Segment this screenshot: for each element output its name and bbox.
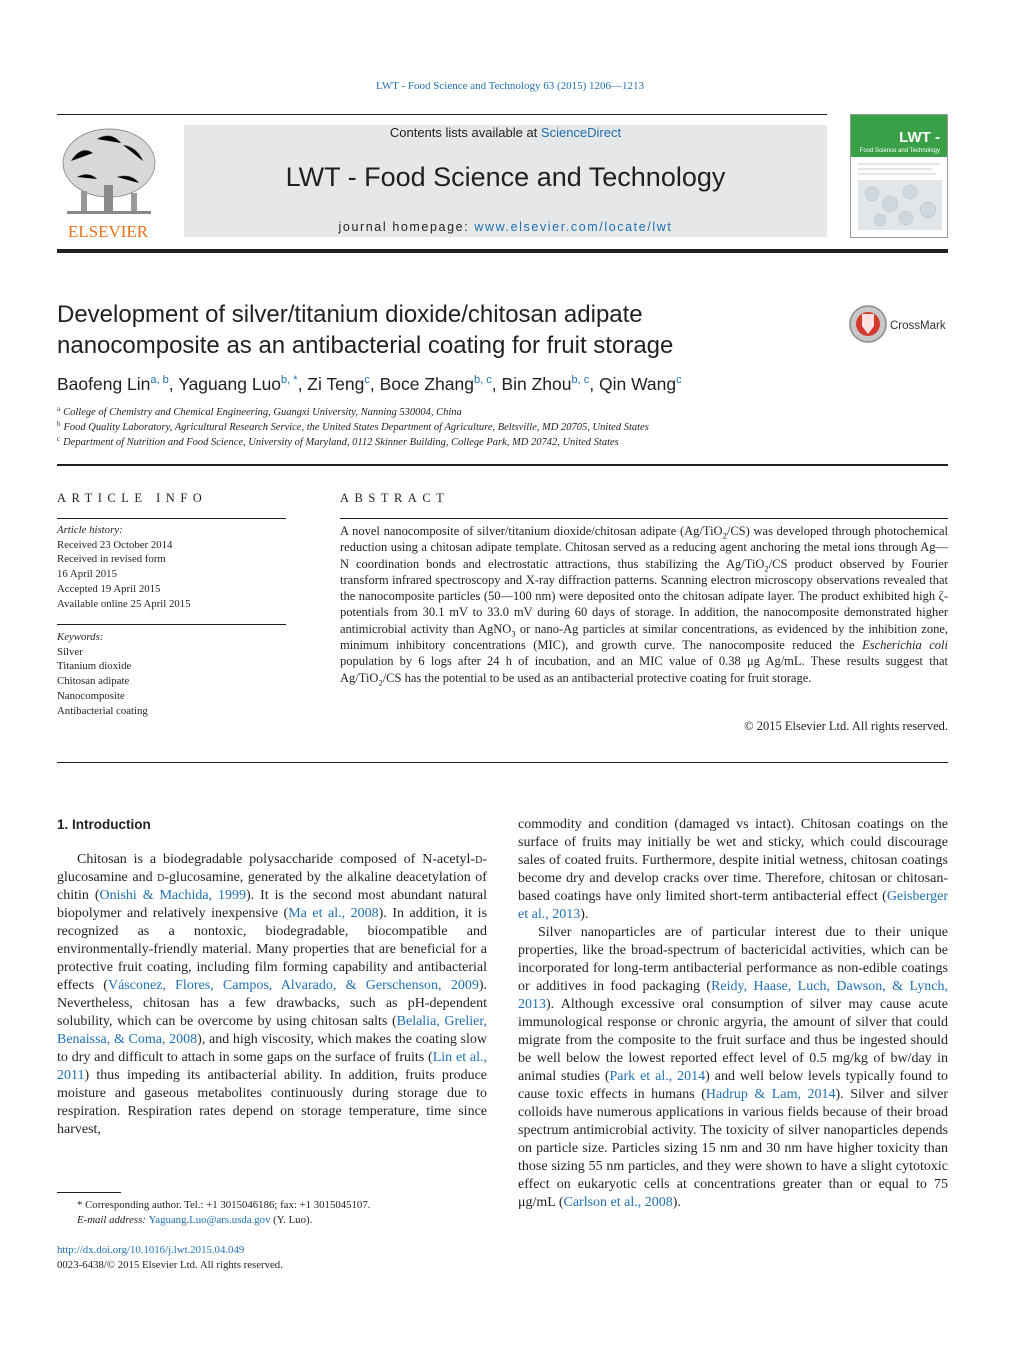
crossmark-badge[interactable] xyxy=(848,304,948,344)
citation-link[interactable]: Hadrup & Lam, 2014 xyxy=(705,1087,836,1102)
title-line-2: nanocomposite as an antibacterial coating for fruit storage xyxy=(57,332,674,359)
abstract-text-part: /CS product observed by Fourier transform infrared spectroscopy and X-ray diffraction patterns. Scanning electron microscopy observations revealed that the nanocomposite particles (50—100 nm) were deposited onto the chitosan adipate layer. The product exhibited high ζ-potentials from 30.1 mV to 33.0 mV during 60 days of storage. In addition, the nanocomposite demonstrated higher antimicrobial activity than AgNO xyxy=(340,556,948,636)
article-info-heading: ARTICLE INFO xyxy=(57,491,208,505)
author-name: Boce Zhang xyxy=(379,374,474,394)
body-right-column xyxy=(518,816,948,1212)
author-affil-marker[interactable]: c xyxy=(364,374,370,386)
author-separator: , xyxy=(491,374,502,394)
body-text: commodity and condition (damaged vs intact). Chitosan coatings on the surface of fruits may initially be wet and sticky, which could discourage sales of coated fruits. Furthermore, despite initial wetness, chitosan coatings become dry and develop cracks over time. Therefore, chitosan or chitosan-based coatings have only limited short-term antibacterial effect ( xyxy=(518,817,948,904)
author-name: Baofeng Lin xyxy=(57,374,151,394)
article-history xyxy=(57,523,287,611)
history-entry: Available online 25 April 2015 xyxy=(57,597,191,610)
citation-link[interactable]: Reidy, Haase, Luch, Dawson, & Lynch, 2013 xyxy=(518,979,948,1012)
author-name: Qin Wang xyxy=(598,374,677,394)
affiliation-text: Department of Nutrition and Food Science, University of Maryland, 0112 Skinner Building, College Park, MD 20742, United States xyxy=(63,436,619,448)
abstract-bottom-rule xyxy=(57,762,948,763)
affiliation-key: b xyxy=(57,419,61,428)
issn-copyright: 0023-6438/© 2015 Elsevier Ltd. All rights reserved. xyxy=(57,1259,283,1272)
author-name: Zi Teng xyxy=(307,374,365,394)
abstract-text-part: /CS) was developed through photochemical reduction using a chitosan adipate template. Chitosan served as a reducing agent anchoring the metal ions through Ag—N coordination bonds and electrostatic attractions, thus stabilizing the Ag/TiO xyxy=(340,524,948,571)
history-label: Article history: xyxy=(57,524,123,536)
intro-paragraph-1 xyxy=(57,851,487,1139)
elsevier-tree-logo xyxy=(57,121,160,239)
affiliation-item xyxy=(57,421,948,436)
citation-link[interactable]: Onishi & Machida, 1999 xyxy=(99,888,246,903)
author-separator: , xyxy=(168,374,179,394)
intro-paragraph-2 xyxy=(518,924,948,1212)
body-left-column xyxy=(57,816,487,1139)
citation-link[interactable]: Park et al., 2014 xyxy=(609,1069,706,1084)
small-caps-d: d xyxy=(475,852,483,867)
corresponding-author-note xyxy=(57,1198,487,1213)
journal-homepage-line xyxy=(184,220,827,234)
citation-link[interactable]: Lin et al., 2011 xyxy=(57,1050,487,1083)
body-text: ). Nevertheless, chitosan has a few drawbacks, such as pH-dependent solubility, which can be overcome by using chitosan salts ( xyxy=(57,978,487,1029)
abstract-text-part: /CS has the potential to be used as an antibacterial protective coating for fruit storage. xyxy=(382,670,812,685)
abstract-subscript: 2 xyxy=(764,563,769,574)
email-note xyxy=(57,1213,487,1228)
header-top-rule xyxy=(57,114,827,115)
author-list xyxy=(57,372,948,396)
author-name: Yaguang Luo xyxy=(178,374,282,394)
author-separator: , xyxy=(297,374,308,394)
affiliation-item xyxy=(57,436,948,451)
body-text: -glucosamine, generated by the alkaline deacetylation of chitin ( xyxy=(57,870,487,903)
footnote-marker: * xyxy=(77,1199,83,1211)
abstract-text-part: or nano-Ag particles at similar concentrations, as evidenced by the inhibition zone, minimum inhibitory concentrations (MIC), and growth curve. The nanocomposite reduced the xyxy=(340,621,949,653)
affiliation-text: College of Chemistry and Chemical Engineering, Guangxi University, Nanning 530004, China xyxy=(63,407,462,418)
body-text: ). xyxy=(672,1195,681,1210)
author-affil-marker[interactable]: b, c xyxy=(473,374,492,386)
body-text: ) thus impeding its antibacterial ability. In addition, fruits produce moisture and gaseous metabolites continuously during storage due to respiration. Respiration rates depend on storage temperature, time since harvest, xyxy=(57,1068,487,1137)
body-text: ). It is the second most abundant natural biopolymer and relatively inexpensive ( xyxy=(57,888,487,921)
citation-link[interactable]: Belalia, Grelier, Benaissa, & Coma, 2008 xyxy=(57,1014,487,1047)
keyword-item: Nanocomposite xyxy=(57,689,125,702)
keywords-label: Keywords: xyxy=(57,631,104,643)
abstract-copyright: © 2015 Elsevier Ltd. All rights reserved. xyxy=(744,719,948,733)
affiliations xyxy=(57,406,948,450)
body-text: Chitosan is a biodegradable polysaccharide composed of N-acetyl- xyxy=(77,852,476,867)
cover-subtitle: Food Science and Technology xyxy=(859,148,940,154)
header-bottom-rule xyxy=(57,249,948,253)
article-title xyxy=(57,299,817,361)
affiliation-text: Food Quality Laboratory, Agricultural Research Service, the United States Department of Agriculture, Beltsville, MD 20705, United States xyxy=(63,421,649,433)
journal-reference[interactable]: LWT - Food Science and Technology 63 (2015) 1206—1213 xyxy=(375,80,645,92)
author-affil-marker[interactable]: c xyxy=(676,374,682,386)
abstract-rule xyxy=(340,518,948,519)
body-text: -glucosamine and xyxy=(57,852,487,885)
history-entry: Accepted 19 April 2015 xyxy=(57,582,161,595)
footnote-text: Corresponding author. Tel.: +1 3015046186; fax: +1 3015045107. xyxy=(82,1199,371,1211)
cover-title: LWT - xyxy=(899,129,940,146)
crossmark-label: CrossMark xyxy=(890,320,946,332)
title-line-1: Development of silver/titanium dioxide/chitosan adipate xyxy=(57,301,643,328)
body-text: ) and well below levels typically found to cause toxic effects in humans ( xyxy=(518,1069,948,1102)
keyword-item: Antibacterial coating xyxy=(57,704,148,717)
body-text: ), and high viscosity, which makes the coating slow to dry and difficult to attach in some gaps on the surface of fruits ( xyxy=(57,1032,487,1065)
keywords-rule xyxy=(57,624,286,625)
abstract-text-part: population by 6 logs after 24 h of incubation, and an MIC value of 0.38 μg Ag/mL. These results suggest that Ag/TiO xyxy=(340,654,948,685)
sciencedirect-link[interactable]: ScienceDirect xyxy=(540,125,622,140)
abstract-subscript: 3 xyxy=(511,628,516,639)
email-link[interactable]: Yaguang.Luo@ars.usda.gov xyxy=(148,1214,271,1227)
history-entry: 16 April 2015 xyxy=(57,568,117,581)
elsevier-wordmark: ELSEVIER xyxy=(67,222,149,239)
homepage-link[interactable]: www.elsevier.com/locate/lwt xyxy=(474,220,673,234)
article-info-rule xyxy=(57,518,286,519)
abstract-italic-species: Escherichia coli xyxy=(862,638,948,653)
footnote-rule xyxy=(57,1192,121,1193)
keyword-item: Titanium dioxide xyxy=(57,660,132,673)
author-affil-marker[interactable]: a, b xyxy=(150,374,169,386)
doi-block xyxy=(57,1243,487,1273)
abstract-heading: ABSTRACT xyxy=(340,491,450,505)
abstract-subscript: 2 xyxy=(722,530,727,541)
body-text: Silver nanoparticles are of particular interest due to their unique properties, like the broad-spectrum of bactericidal activities, which can be incorporated for long-term antibacterial performance as non-edible coatings or additives in food packaging ( xyxy=(518,925,948,994)
affiliation-key: a xyxy=(57,405,61,413)
history-entry: Received 23 October 2014 xyxy=(57,538,173,551)
contents-prefix: Contents lists available at xyxy=(389,125,541,140)
citation-link[interactable]: Carlson et al., 2008 xyxy=(563,1195,673,1210)
abstract-text-part: A novel nanocomposite of silver/titanium dioxide/chitosan adipate (Ag/TiO xyxy=(340,524,723,538)
author-separator: , xyxy=(589,374,599,394)
email-label: E-mail address: xyxy=(77,1214,149,1227)
citation-link[interactable]: Vásconez, Flores, Campos, Alvarado, & Gerschenson, 2009 xyxy=(107,978,479,993)
affiliation-item xyxy=(57,406,948,421)
author-affil-marker[interactable]: b, c xyxy=(571,374,590,386)
journal-cover-thumbnail[interactable] xyxy=(850,114,948,238)
footnotes xyxy=(57,1198,487,1228)
body-text: ). xyxy=(580,907,589,922)
intro-paragraph-continued xyxy=(518,816,948,924)
keyword-item: Silver xyxy=(57,645,83,658)
keywords xyxy=(57,630,287,718)
body-text: ). Silver and silver colloids have numerous applications in various fields because of their broad spectrum antimicrobial activity. The toxicity of silver nanoparticles depends on particle size. Particles sizing 15 nm and 30 nm have higher toxicity than those sizing 55 nm particles, and they were shown to have a slight cytotoxic effect on eukaryotic cells at concentrations greater than or equal to 75 μg/mL ( xyxy=(518,1087,949,1210)
citation-link[interactable]: Geisberger et al., 2013 xyxy=(518,889,948,922)
journal-name: LWT - Food Science and Technology xyxy=(285,162,726,192)
abstract-subscript: 2 xyxy=(378,677,383,688)
abstract-body xyxy=(340,523,948,686)
homepage-prefix: journal homepage: xyxy=(338,220,475,234)
contents-available-line xyxy=(184,125,827,140)
section-heading-introduction: 1. Introduction xyxy=(57,817,151,832)
keyword-item: Chitosan adipate xyxy=(57,675,130,688)
email-suffix: (Y. Luo). xyxy=(270,1214,313,1227)
author-name: Bin Zhou xyxy=(501,374,572,394)
author-affil-marker[interactable]: b, * xyxy=(281,374,298,386)
affiliation-rule xyxy=(57,464,948,466)
body-text: ). Although excessive oral consumption of silver may cause acute immunological response or chronic argyria, the amount of silver that could migrate from the composite to the fruit surface and thus be ingested should be well below the lowest reported effect level of 0.5 mg/kg of bw/day in animal studies ( xyxy=(518,997,948,1084)
citation-link[interactable]: Ma et al., 2008 xyxy=(288,906,379,921)
body-text: ). In addition, it is recognized as a nontoxic, biodegradable, biocompatible and environmentally-friendly material. Many properties that are beneficial for a protective fruit coating, including film forming capability and antibacterial effects ( xyxy=(57,906,488,993)
doi-link[interactable]: http://dx.doi.org/10.1016/j.lwt.2015.04.049 xyxy=(57,1244,245,1256)
author-separator: , xyxy=(369,374,380,394)
small-caps-d: d xyxy=(157,870,165,885)
affiliation-key: c xyxy=(57,434,61,443)
history-entry: Received in revised form xyxy=(57,553,166,566)
